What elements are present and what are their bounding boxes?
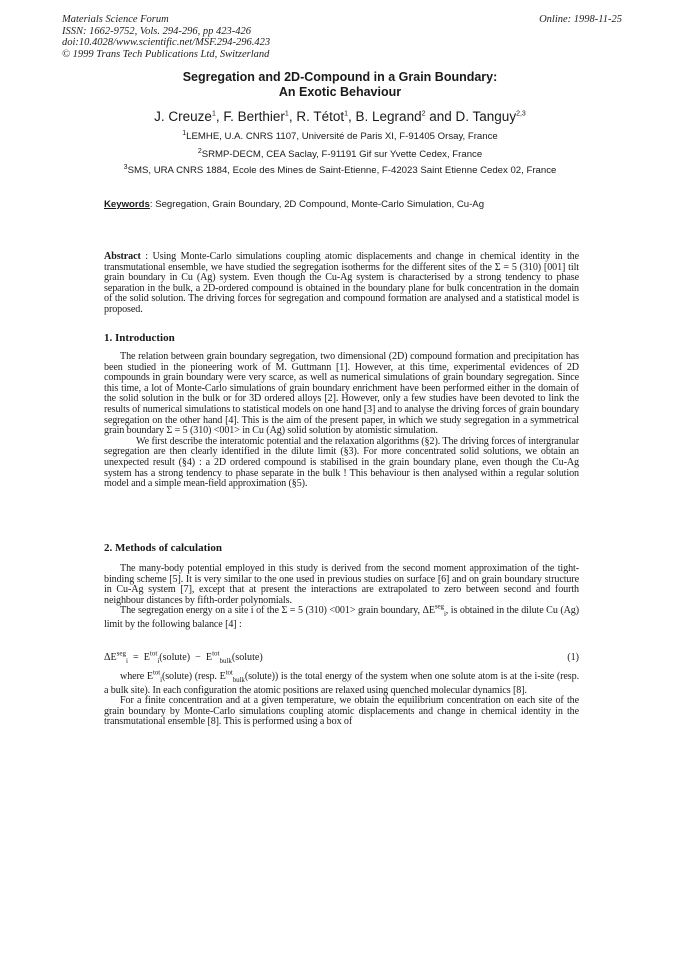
section-heading-introduction: 1. Introduction <box>104 332 175 344</box>
section-heading-methods: 2. Methods of calculation <box>104 542 222 554</box>
abstract <box>104 252 579 316</box>
journal-header <box>62 14 622 60</box>
introduction-body <box>104 352 579 490</box>
methods-body-continued <box>104 668 579 728</box>
keywords-label: Keywords <box>104 199 150 210</box>
equation-number: (1) <box>567 652 579 663</box>
abstract-text: : Using Monte-Carlo simulations coupling atomic displacements and change in chemical identity in the transmutational ensemble, we have studied the segregation isotherms for the different sites of the Σ = 5 (310) [001] tilt grain boundary in Cu (Ag) system. Even though the Cu-Ag system is characterised by a strong tendency to phase separation in the bulk, a 2D-ordered compound is obtained in the boundary plane for bulk concentration in the domain of the solid solution. The driving forces for segregation and compound formation are analysed and a statistical model is proposed. <box>104 251 579 315</box>
journal-name: Materials Science Forum <box>62 14 169 25</box>
affiliation-2: $^2$SRMP-DECM, CEA Saclay, F-91191 Gif sur Yvette Cedex, France <box>197 147 483 160</box>
paper-title <box>60 70 620 100</box>
author: F. Berthier <box>223 109 285 124</box>
issn-line: ISSN: 1662-9752, Vols. 294-296, pp 423-426 <box>62 25 251 37</box>
keywords-text: : Segregation, Grain Boundary, 2D Compound, Monte-Carlo Simulation, Cu-Ag <box>149 199 485 210</box>
title-line-1: Segregation and 2D-Compound in a Grain Boundary: <box>182 70 498 84</box>
author: J. Creuze <box>154 109 212 124</box>
affiliation-3: $^3$SMS, URA CNRS 1884, Ecole des Mines de Saint-Etienne, F-42023 Saint Etienne Cedex 02, France <box>123 163 557 176</box>
author: D. Tanguy <box>455 109 517 124</box>
copyright-line: © 1999 Trans Tech Publications Ltd, Switzerland <box>62 48 270 60</box>
affiliation-1: $^1$LEMHE, U.A. CNRS 1107, Université de Paris XI, F-91405 Orsay, France <box>182 129 498 142</box>
author: R. Tétot <box>296 109 345 124</box>
author: B. Legrand <box>355 109 422 124</box>
online-date: Online: 1998-11-25 <box>539 14 622 25</box>
equation-1 <box>104 649 579 666</box>
where-paragraph: where $E^{tot}_i(solute)$ (resp. $E^{tot}_{bulk}(solute)$) is the total energy of the system when one solute atom is at the i-site (resp. a bulk site). In each configuration the atomic positions are relaxed using quenched molecular dynamics [8]. <box>104 668 579 696</box>
methods-paragraph-2: The segregation energy on a site i of the Σ = 5 (310) <001> grain boundary, $\Delta E^{seg}_i$, is obtained in the dilute Cu (Ag) limit by the following balance [4] : <box>104 603 579 630</box>
methods-paragraph-1: The many-body potential employed in this study is derived from the second moment approximation of the tight-binding scheme [5]. It is very similar to the one used in previous studies on surface [6] and on grain boundary structure in Cu-Ag system [7], except that at present the interactions are extrapolated to zero between second and fourth neighbour distances by fifth-order polynomials. <box>104 563 579 606</box>
title-line-2: An Exotic Behaviour <box>278 85 402 99</box>
intro-paragraph-1: The relation between grain boundary segregation, two dimensional (2D) compound formation and precipitation has been studied in the pioneering work of M. Guttmann [1]. However, at this time, experimental evidences of 2D compounds in grain boundary were very scarce, as well as numerical simulations of grain boundary segregation. Since this time, a lot of Monte-Carlo simulations of grain boundary enrichment have been performed either in the domain of the solid solution in the bulk or for 3D ordered alloys [2]. However, only a few studies have been devoted to link the results of numerical simulations to statistical models on one hand [3] and to analyse the driving forces of grain boundary segregation on the other hand [4]. This is the aim of the present paper, in which we study segregation in a symmetrical grain boundary Σ = 5 (310) <001> in Cu (Ag) solid solution by atomistic simulation. <box>104 351 579 437</box>
abstract-label: Abstract <box>104 251 141 262</box>
equation-formula: $\Delta E^{seg}_i$ = $E^{tot}_i(solute)$ − $E^{tot}_{bulk}(solute)$ <box>104 649 263 666</box>
methods-body <box>104 564 579 631</box>
doi-line[interactable]: doi:10.4028/www.scientific.net/MSF.294-296.423 <box>62 37 271 48</box>
intro-paragraph-2: We first describe the interatomic potential and the relaxation algorithms (§2). The driving forces of intergranular segregation are then clearly identified in the dilute limit (§3). For more concentrated solid solutions, we obtain an unexpected result (§4) : a 2D ordered compound is stabilised in the grain boundary plane, even though the Cu-Ag system has a strong tendency to phase separate in the bulk ! This behaviour is then analysed within a regular solution model and a simple mean-field approximation (§5). <box>104 435 579 490</box>
keywords <box>104 199 584 210</box>
author-list: J. Creuze$^1$, F. Berthier$^1$, R. Tétot$^1$, B. Legrand$^2$ and D. Tanguy$^{2,3}$ <box>154 109 526 124</box>
methods-paragraph-3: For a finite concentration and at a given temperature, we obtain the equilibrium concentration on each site of the grain boundary by Monte-Carlo simulations coupling atomic displacements and change in chemical identity in the transmutational ensemble [8]. This is performed using a box of <box>104 695 579 728</box>
